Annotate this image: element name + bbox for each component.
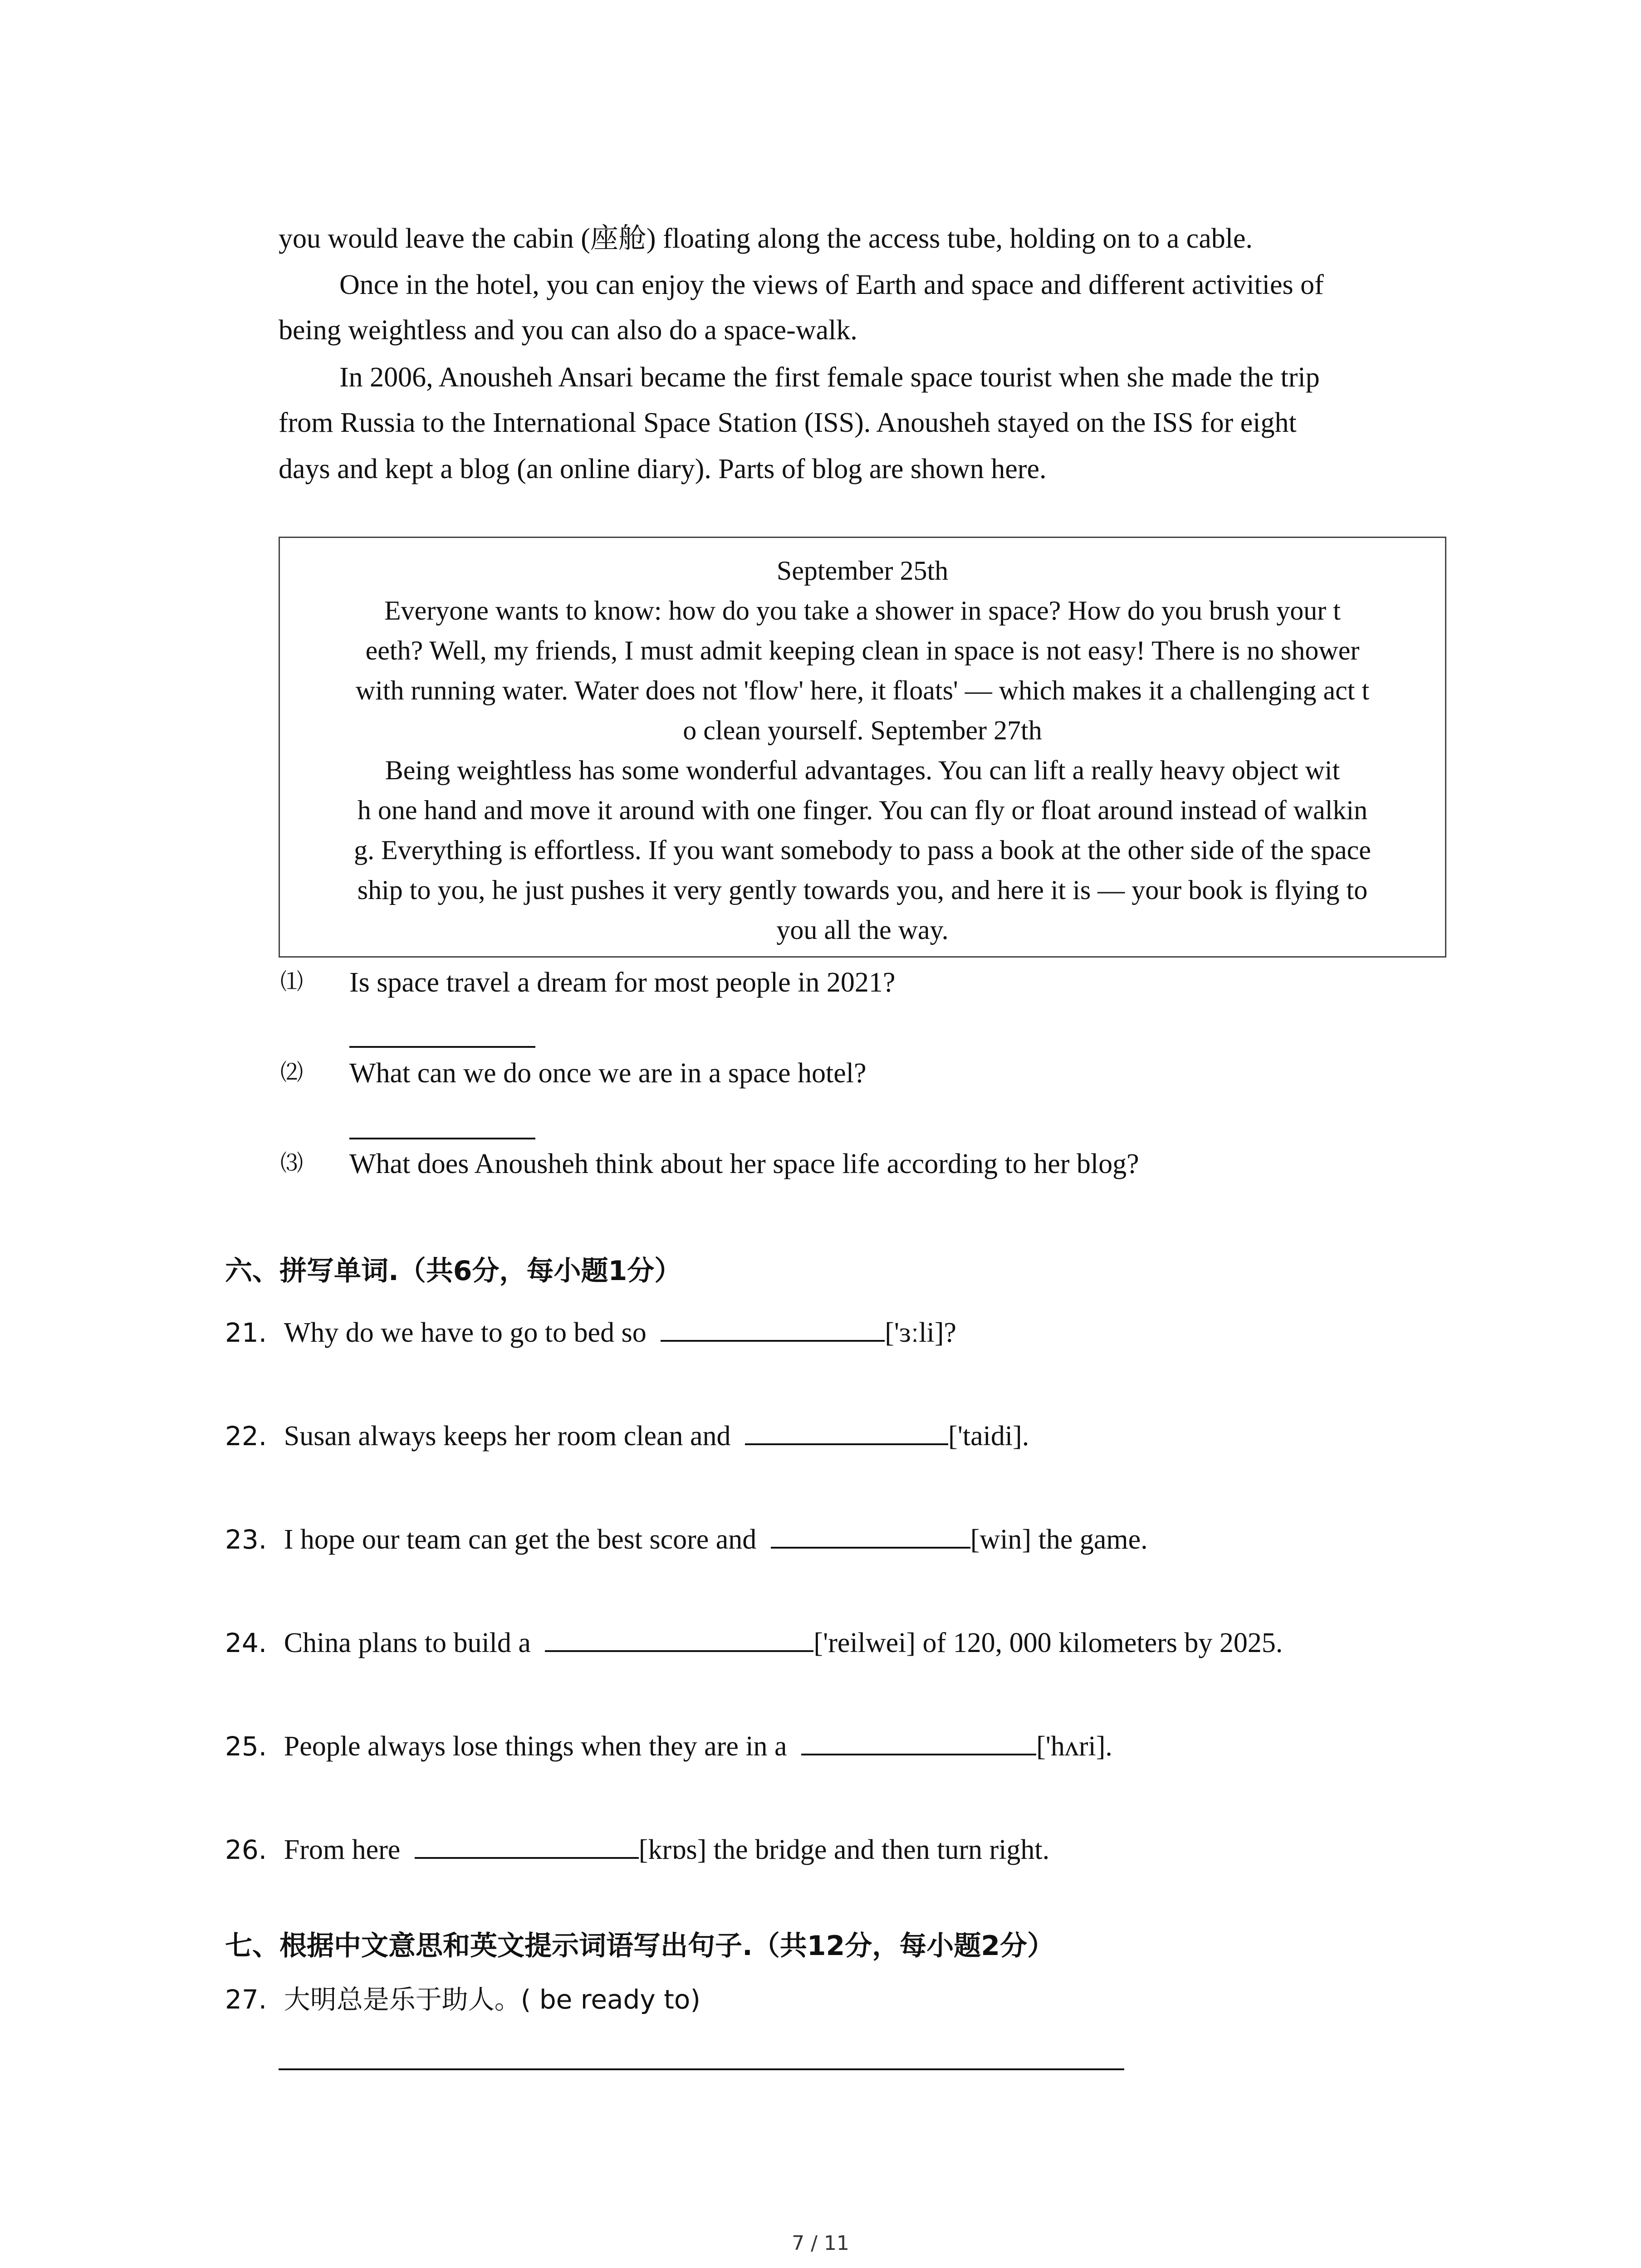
question-text: What can we do once we are in a space hotel? [349,1058,867,1089]
spelling-item [225,1517,1148,1562]
item-number: 26. [225,1834,267,1865]
item-text: I hope our team can get the best score and [284,1524,757,1555]
translation-item [225,1977,700,2022]
item-text: 大明总是乐于助人。( be ready to) [284,1984,700,2015]
blog-line: you all the way. [776,915,949,945]
item-number: 27. [225,1984,267,2015]
question-number: ⑵ [280,1059,303,1085]
item-hint: [krɒs] the bridge and then turn right. [638,1834,1050,1865]
answer-blank[interactable] [745,1415,948,1445]
passage-line: Once in the hotel, you can enjoy the views of Earth and space and different activities of [339,269,1324,300]
spelling-item [225,1310,956,1355]
item-hint: ['reilwei] of 120, 000 kilometers by 2025. [813,1628,1283,1658]
blog-line: o clean yourself. September 27th [683,715,1042,745]
item-hint: [win] the game. [970,1524,1148,1555]
item-text: Why do we have to go to bed so [284,1317,647,1348]
blog-line: eeth? Well, my friends, I must admit keeping clean in space is not easy! There is no shower [365,635,1360,665]
page-number: 7 / 11 [792,2232,849,2255]
section-heading: 七、根据中文意思和英文提示词语写出句子.（共12分，每小题2分） [225,1930,1055,1962]
spelling-item [225,1724,1112,1769]
passage-line: In 2006, Anousheh Ansari became the first female space tourist when she made the trip [339,362,1320,393]
spelling-item [225,1413,1029,1459]
item-number: 22. [225,1421,267,1452]
answer-blank[interactable] [545,1622,813,1652]
question-text: What does Anousheh think about her space life according to her blog? [349,1149,1139,1179]
answer-blank[interactable] [771,1519,970,1549]
item-number: 25. [225,1731,267,1762]
answer-line[interactable] [279,2068,1124,2070]
item-text: From here [284,1834,401,1865]
spelling-item [225,1827,1049,1872]
question-number: ⑴ [280,968,303,995]
blog-line: g. Everything is effortless. If you want somebody to pass a book at the other side of the space [354,835,1371,865]
blog-line: September 25th [776,556,949,586]
item-hint: ['hʌri]. [1036,1731,1112,1762]
blog-line: h one hand and move it around with one finger. You can fly or float around instead of walkin [357,795,1368,825]
section-heading: 六、拼写单词.（共6分，每小题1分） [225,1255,682,1287]
blog-line: Being weightless has some wonderful advantages. You can lift a really heavy object wit [385,755,1340,785]
item-hint: ['ɜːli]? [885,1317,956,1348]
item-text: People always lose things when they are in a [284,1731,787,1762]
item-text: Susan always keeps her room clean and [284,1421,731,1452]
answer-blank[interactable] [801,1725,1036,1755]
question-number: ⑶ [280,1150,303,1176]
blog-line: Everyone wants to know: how do you take a shower in space? How do you brush your t [384,596,1341,626]
item-number: 24. [225,1628,267,1658]
passage-line: days and kept a blog (an online diary). Parts of blog are shown here. [279,454,1047,484]
item-number: 23. [225,1524,267,1555]
passage-line: from Russia to the International Space Station (ISS). Anousheh stayed on the ISS for eight [279,407,1297,438]
item-hint: ['taidi]. [948,1421,1029,1452]
passage-line: you would leave the cabin (座舱) floating along the access tube, holding on to a cable. [279,223,1253,254]
item-text: China plans to build a [284,1628,531,1658]
answer-line[interactable] [349,1046,535,1048]
item-number: 21. [225,1317,267,1348]
passage-line: being weightless and you can also do a space-walk. [279,315,857,346]
spelling-item [225,1620,1283,1666]
question-text: Is space travel a dream for most people in 2021? [349,967,896,998]
blog-line: ship to you, he just pushes it very gently towards you, and here it is — your book is flying to [357,875,1368,905]
answer-blank[interactable] [661,1312,885,1342]
answer-line[interactable] [349,1138,535,1139]
blog-box [279,537,1446,958]
blog-line: with running water. Water does not 'flow' here, it floats' — which makes it a challenging act t [355,675,1370,705]
answer-blank[interactable] [415,1829,639,1859]
